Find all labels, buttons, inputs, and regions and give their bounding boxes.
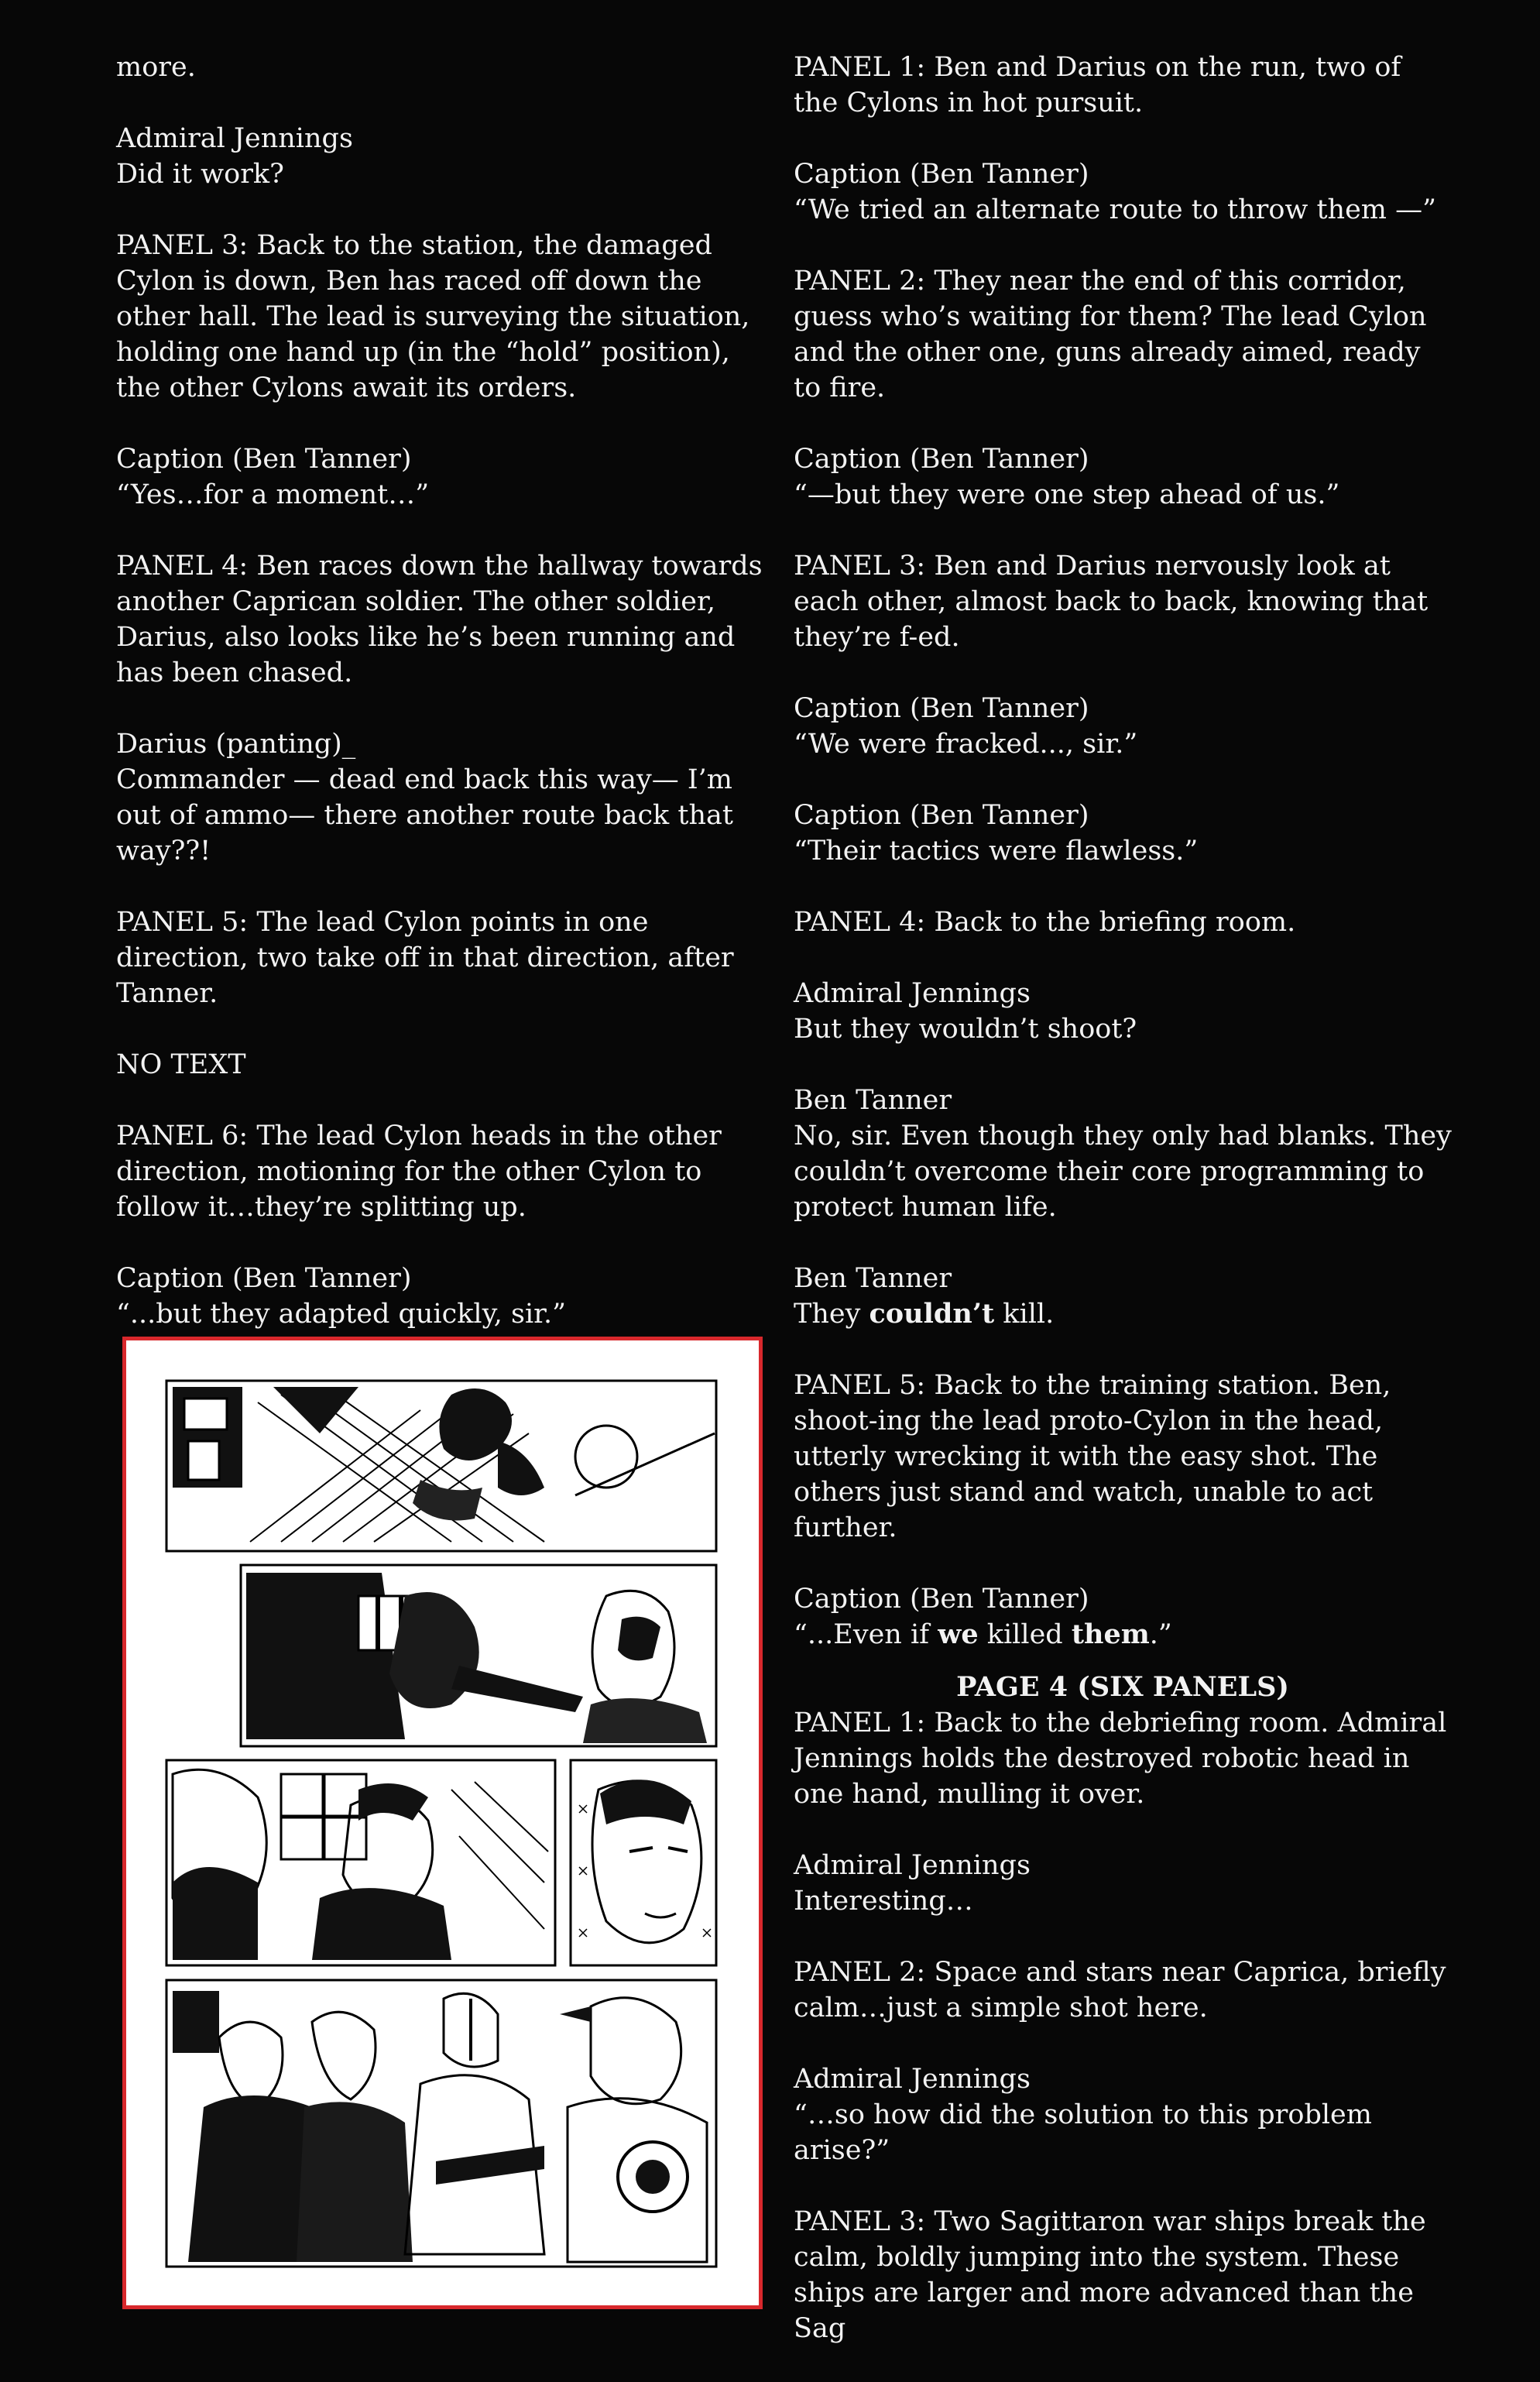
right-column [794, 50, 1452, 2382]
script-block: Darius (panting)_ Commander — dead end back this way— I’m out of ammo— there another route back that way??! [116, 729, 733, 867]
speaker-name: Caption (Ben Tanner) [794, 1584, 1089, 1615]
script-block: PANEL 5: Back to the training station. Ben, shoot-ing the lead proto-Cylon in the head, utterly wrecking it with the easy shot. The others just stand and watch, unable to act further. [794, 1370, 1391, 1543]
script-block: Admiral Jennings “…so how did the solution to this problem arise?” [794, 2064, 1372, 2166]
script-block: Caption (Ben Tanner) “We were fracked..., sir.” [794, 693, 1138, 760]
script-block: Admiral Jennings Interesting… [794, 1850, 1031, 1917]
comic-art-page [122, 1337, 763, 2309]
art-panel-1 [166, 1381, 716, 1551]
script-block: PANEL 5: The lead Cylon points in one direction, two take off in that direction, after Tanner. [116, 907, 734, 1009]
script-block: Caption (Ben Tanner) “Their tactics were flawless.” [794, 800, 1199, 867]
art-panel-2-drawing [246, 1573, 707, 1743]
dialogue-text: .” [1149, 1619, 1172, 1650]
script-block: PANEL 2: They near the end of this corridor, guess who’s waiting for them? The lead Cylon and the other one, guns already aimed, ready to fire. [794, 266, 1427, 403]
script-block: PANEL 1: Back to the debriefing room. Admiral Jennings holds the destroyed robotic head in one hand, mulling it over. [794, 1708, 1447, 1810]
left-column [116, 50, 770, 1420]
art-panel-4-drawing [579, 1780, 711, 1943]
script-block: more. [116, 52, 196, 83]
emphasis-text: them [1071, 1618, 1150, 1650]
script-block: Caption (Ben Tanner) “—but they were one step ahead of us.” [794, 444, 1340, 510]
script-block-couldnt-kill [794, 1261, 1452, 1332]
dialogue-text: “...Even if [794, 1619, 938, 1650]
script-block: PANEL 1: Ben and Darius on the run, two of the Cylons in hot pursuit. [794, 52, 1401, 118]
comic-artwork [126, 1340, 759, 2305]
page-4-heading: PAGE 4 (SIX PANELS) [956, 1671, 1289, 1703]
script-block: Ben Tanner No, sir. Even though they only had blanks. They couldn’t overcome their core programming to protect human life. [794, 1085, 1452, 1223]
art-panel-5-drawing [173, 1991, 707, 2262]
emphasis-text: we [938, 1618, 979, 1650]
script-block-even-if [794, 1581, 1452, 1653]
script-block: PANEL 3: Two Sagittaron war ships break the calm, boldly jumping into the system. These ships are larger and more advanced than the Sag [794, 2206, 1426, 2344]
script-block: Caption (Ben Tanner) “Yes…for a moment…” [116, 444, 430, 510]
dialogue-text: kill. [994, 1299, 1055, 1330]
script-block: Caption (Ben Tanner) “We tried an alternate route to throw them —” [794, 159, 1437, 225]
art-panel-1-drawing [173, 1387, 715, 1542]
script-block: Caption (Ben Tanner) “...but they adapted quickly, sir.” [116, 1263, 567, 1330]
script-block: PANEL 3: Back to the station, the damaged Cylon is down, Ben has raced off down the other hall. The lead is surveying the situation, holding one hand up (in the “hold” position), the other Cylons await its orders. [116, 230, 750, 403]
speaker-name: Ben Tanner [794, 1263, 952, 1294]
script-block: Admiral Jennings Did it work? [116, 123, 353, 190]
script-block: PANEL 4: Back to the briefing room. [794, 907, 1296, 938]
dialogue-text: They [794, 1299, 869, 1330]
emphasis-text: couldn’t [869, 1298, 995, 1330]
script-block: PANEL 3: Ben and Darius nervously look at each other, almost back to back, knowing that they’re f-ed. [794, 551, 1429, 653]
script-block: Admiral Jennings But they wouldn’t shoot? [794, 978, 1137, 1045]
script-block: PANEL 6: The lead Cylon heads in the other direction, motioning for the other Cylon to follow it…they’re splitting up. [116, 1121, 722, 1223]
script-block: PANEL 2: Space and stars near Caprica, briefly calm…just a simple shot here. [794, 1957, 1446, 2023]
art-panel-3-drawing [173, 1769, 548, 1960]
dialogue-text: killed [978, 1619, 1072, 1650]
script-block: PANEL 4: Ben races down the hallway towards another Caprican soldier. The other soldier, Darius, also looks like he’s been running and has been chased. [116, 551, 763, 688]
script-block: NO TEXT [116, 1049, 246, 1080]
